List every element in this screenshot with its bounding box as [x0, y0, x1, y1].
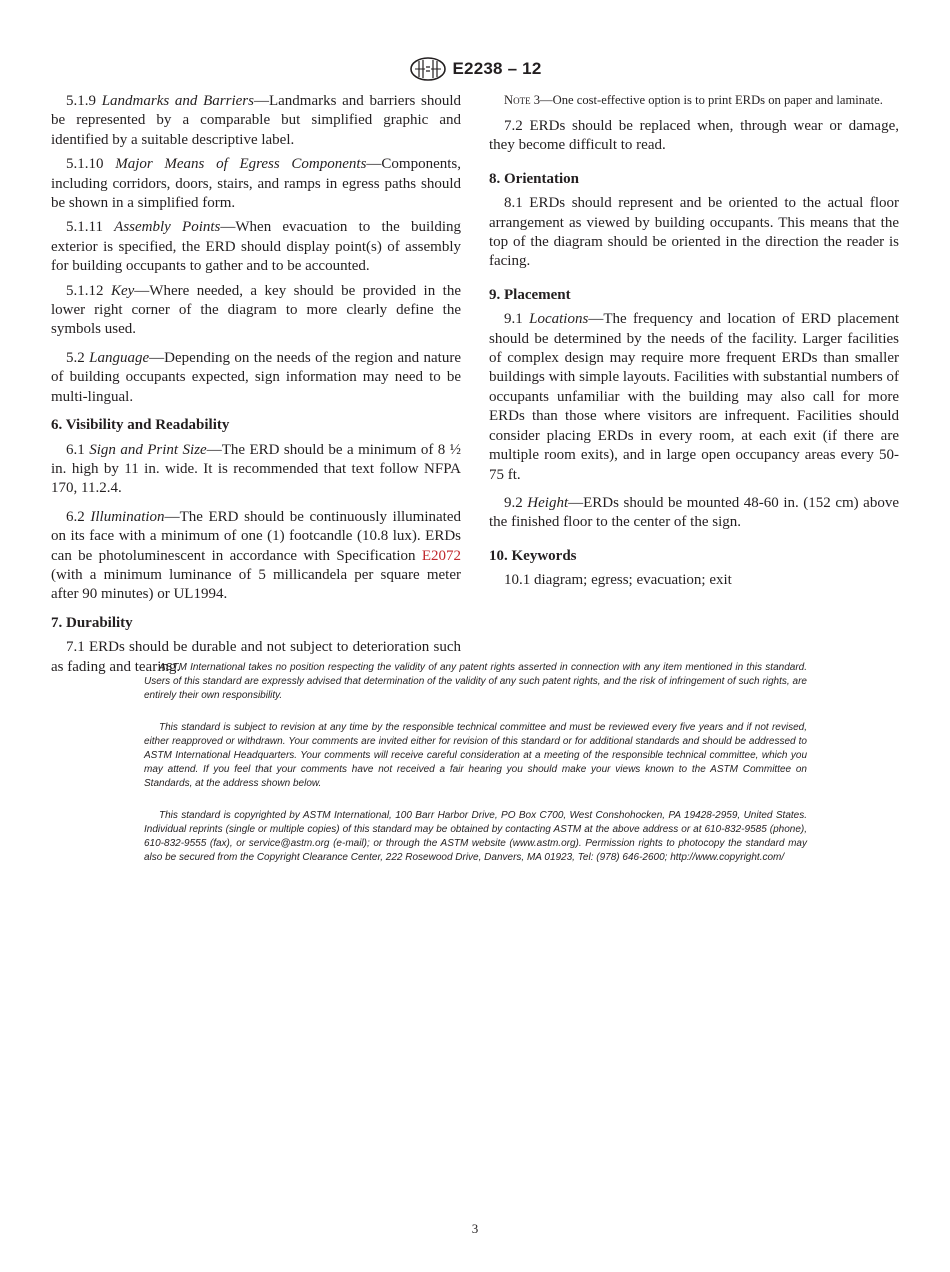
section-9-1: 9.1 Locations—The frequency and location of ERD placement should be determined by the needs of the facility. Larger facilities of complex design may require more frequent ERDs than smaller buildings with simple layouts. Facilities with substantial numbers of occupants unfamiliar with the building may also call for more ERDs than those where visitors are infrequent. Facilities should consider placing ERDs in every room, at each exit (if there are multiple room exits), and in large open occupancy areas every 50-75 ft.	[489, 311, 900, 483]
section-9-2: 9.2 Height—ERDs should be mounted 48-60 in. (152 cm) above the finished floor to the center of the sign.	[489, 494, 899, 531]
section-6-2: 6.2 Illumination—The ERD should be continuously illuminated on its face with a minimum of one (1) footcandle (10.8 lux). ERDs can be photoluminescent in accordance with Specification E2072 (with a minimum luminance of 5 millicandela per square meter after 90 minutes) or UL1994.	[51, 508, 462, 603]
document-number: E2238 – 12	[452, 59, 542, 78]
section-6-1: 6.1 Sign and Print Size—The ERD should be a minimum of 8 ½ in. high by 11 in. wide. It is recommended that text follow NFPA 170, 11.2.4.	[51, 441, 462, 497]
patent-notice: ASTM International takes no position respecting the validity of any patent rights asserted in connection with any item mentioned in this standard. Users of this standard are expressly advised that determination of the validity of any such patent rights, and the risk of infringement of such rights, are entirely their own responsibility.	[144, 662, 807, 701]
heading-7: 7. Durability	[51, 614, 133, 631]
note-3: Note 3—One cost-effective option is to print ERDs on paper and laminate.	[504, 93, 883, 107]
revision-notice: This standard is subject to revision at any time by the responsible technical committee and must be reviewed every five years and if not revised, either reapproved or withdrawn. Your comments are invited either for revision of this standard or for additional standards and should be addressed to ASTM International Headquarters. Your comments will receive careful consideration at a meeting of the responsible technical committee, which you may attend. If you feel that your comments have not received a fair hearing you should make your views known to the ASTM Committee on Standards, at the address shown below.	[144, 722, 807, 789]
section-8-1: 8.1 ERDs should represent and be oriented to the actual floor arrangement as viewed by building occupants. This means that the top of the diagram should be oriented in the direction the reader is facing.	[489, 195, 899, 270]
copyright-notice: This standard is copyrighted by ASTM International, 100 Barr Harbor Drive, PO Box C700, West Conshohocken, PA 19428-2959, United States. Individual reprints (single or multiple copies) of this standard may be obtained by contacting ASTM at the above address or at 610-832-9585 (phone), 610-832-9555 (fax), or service@astm.org (e-mail); or through the ASTM website (www.astm.org). Permission rights to photocopy the standard may also be secured from the Copyright Clearance Center, 222 Rosewood Drive, Danvers, MA 01923, Tel: (978) 646-2600; http://www.copyright.com/	[144, 810, 807, 863]
section-5-1-10: 5.1.10 Major Means of Egress Components—Components, including corridors, doors, stairs, and ramps in egress paths should be shown in a simplified form.	[51, 156, 462, 212]
page-header	[0, 56, 950, 82]
section-7-2: 7.2 ERDs should be replaced when, through wear or damage, they become difficult to read.	[489, 118, 899, 154]
heading-8: 8. Orientation	[489, 170, 579, 187]
heading-9: 9. Placement	[489, 286, 571, 303]
heading-6: 6. Visibility and Readability	[51, 417, 230, 434]
section-5-1-11: 5.1.11 Assembly Points—When evacuation to the building exterior is specified, the ERD should display point(s) of assembly for building occupants to gather and to be accounted.	[51, 219, 461, 275]
heading-10: 10. Keywords	[489, 547, 577, 564]
section-10-1: 10.1 diagram; egress; evacuation; exit	[504, 572, 732, 589]
section-7-1: 7.1 ERDs should be durable and not subject to deterioration such as fading and tearing.	[51, 639, 461, 675]
section-5-1-12: 5.1.12 Key—Where needed, a key should be provided in the lower right corner of the diagram to more clearly define the symbols used.	[51, 282, 462, 338]
astm-logo	[409, 57, 447, 81]
section-5-1-9: 5.1.9 Landmarks and Barriers—Landmarks and barriers should be represented by a comparable but simplified graphic and identified by a suitable descriptive label.	[51, 93, 461, 148]
page-number: 3	[471, 1221, 479, 1236]
right-column	[489, 92, 899, 596]
e2072-link[interactable]: E2072	[421, 547, 461, 564]
section-5-2: 5.2 Language—Depending on the needs of the region and nature of building occupants expected, sign information may need to be multi-lingual.	[51, 349, 462, 405]
left-column	[51, 92, 461, 682]
